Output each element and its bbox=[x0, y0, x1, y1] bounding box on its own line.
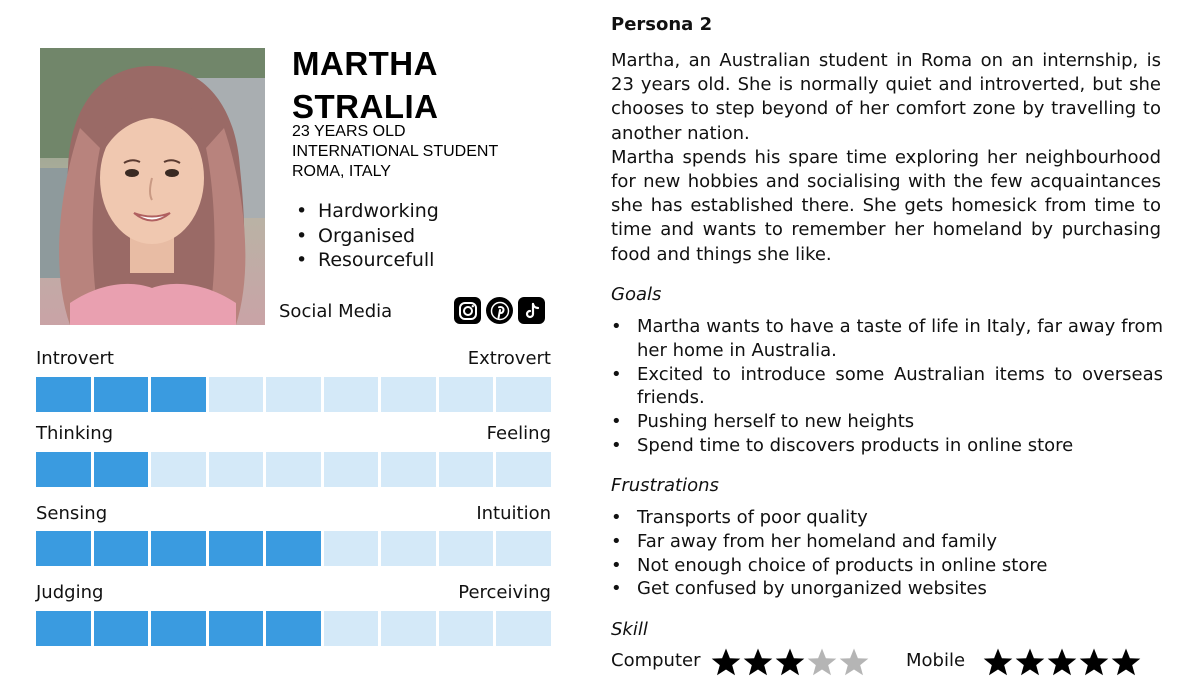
scale-segment-filled bbox=[151, 531, 206, 566]
scale-left-label: Introvert bbox=[36, 348, 114, 369]
mobile-skill-label: Mobile bbox=[906, 650, 966, 671]
trait-item: • Resourcefull bbox=[296, 248, 439, 273]
scale-segment-filled bbox=[151, 611, 206, 646]
social-media-label: Social Media bbox=[279, 301, 393, 322]
scale-segment-empty bbox=[209, 377, 264, 412]
scale-segment-filled bbox=[94, 531, 149, 566]
scale-segment-empty bbox=[324, 531, 379, 566]
scale-left-label: Sensing bbox=[36, 503, 108, 524]
scale-segment-filled bbox=[94, 452, 149, 487]
scale-segment-empty bbox=[381, 452, 436, 487]
star-filled-icon bbox=[1046, 647, 1078, 677]
scale-right-label: Extrovert bbox=[467, 348, 551, 369]
scale-segment-empty bbox=[496, 452, 551, 487]
frustration-item: • Transports of poor quality bbox=[611, 506, 1163, 530]
trait-item: • Hardworking bbox=[296, 199, 439, 224]
frustration-item: • Far away from her homeland and family bbox=[611, 530, 1163, 554]
star-filled-icon bbox=[1014, 647, 1046, 677]
scale-segment-empty bbox=[151, 452, 206, 487]
scale-segment-filled bbox=[36, 377, 91, 412]
goal-item: • Martha wants to have a taste of life in Italy, far away from her home in Australia. bbox=[611, 315, 1163, 363]
persona-bio bbox=[611, 49, 1161, 267]
pinterest-icon[interactable] bbox=[486, 297, 513, 324]
scale-segment-empty bbox=[439, 377, 494, 412]
scale-segment-empty bbox=[266, 452, 321, 487]
scale-segment-empty bbox=[209, 452, 264, 487]
star-filled-icon bbox=[1078, 647, 1110, 677]
goal-item: • Spend time to discovers products in online store bbox=[611, 434, 1163, 458]
trait-list bbox=[296, 199, 439, 273]
frustration-item: • Get confused by unorganized websites bbox=[611, 577, 1163, 601]
mobile-skill-stars bbox=[982, 647, 1142, 677]
star-empty-icon bbox=[806, 647, 838, 677]
scale-right-label: Intuition bbox=[476, 503, 551, 524]
persona-meta bbox=[292, 122, 498, 182]
scale-segment-empty bbox=[381, 531, 436, 566]
scale-segment-filled bbox=[209, 531, 264, 566]
star-filled-icon bbox=[1110, 647, 1142, 677]
persona-occupation: INTERNATIONAL STUDENT bbox=[292, 143, 499, 160]
frustrations-heading: Frustrations bbox=[611, 475, 719, 496]
scale-segment-empty bbox=[266, 377, 321, 412]
scale-segment-filled bbox=[36, 452, 91, 487]
bio-paragraph: Martha spends his spare time exploring her neighbourhood for new hobbies and socialising with the few acquaintances she has established there. She gets homesick from time to time and wants to remember her homeland by purchasing food and things she like. bbox=[611, 146, 1161, 265]
scale-bar bbox=[36, 452, 551, 487]
bio-paragraph: Martha, an Australian student in Roma on an internship, is 23 years old. She is normally quiet and introverted, but she chooses to step beyond of her comfort zone by travelling to another nation. bbox=[611, 50, 1161, 144]
skill-heading: Skill bbox=[611, 619, 648, 640]
persona-photo bbox=[40, 48, 265, 325]
persona-heading: Persona 2 bbox=[611, 14, 713, 35]
scale-segment-filled bbox=[151, 377, 206, 412]
scale-segment-filled bbox=[36, 531, 91, 566]
scale-right-label: Feeling bbox=[486, 423, 551, 444]
scale-segment-empty bbox=[324, 611, 379, 646]
star-filled-icon bbox=[742, 647, 774, 677]
scale-segment-filled bbox=[266, 531, 321, 566]
scale-segment-filled bbox=[209, 611, 264, 646]
scale-left-label: Judging bbox=[36, 582, 104, 603]
scale-segment-empty bbox=[496, 377, 551, 412]
scale-segment-filled bbox=[94, 377, 149, 412]
scale-right-label: Perceiving bbox=[458, 582, 551, 603]
scale-segment-empty bbox=[439, 452, 494, 487]
computer-skill-label: Computer bbox=[611, 650, 701, 671]
scale-segment-empty bbox=[439, 611, 494, 646]
frustration-item: • Not enough choice of products in online store bbox=[611, 554, 1163, 578]
persona-name-last: STRALIA bbox=[292, 88, 439, 125]
scale-segment-empty bbox=[324, 452, 379, 487]
scale-bar bbox=[36, 377, 551, 412]
star-filled-icon bbox=[710, 647, 742, 677]
instagram-icon[interactable] bbox=[454, 297, 481, 324]
scale-segment-empty bbox=[496, 531, 551, 566]
scale-segment-empty bbox=[324, 377, 379, 412]
scale-segment-filled bbox=[94, 611, 149, 646]
persona-location: ROMA, ITALY bbox=[292, 163, 391, 180]
star-filled-icon bbox=[982, 647, 1014, 677]
tiktok-icon[interactable] bbox=[518, 297, 545, 324]
trait-item: • Organised bbox=[296, 224, 439, 249]
scale-segment-empty bbox=[496, 611, 551, 646]
goal-item: • Excited to introduce some Australian items to overseas friends. bbox=[611, 363, 1163, 411]
persona-name bbox=[292, 42, 439, 128]
scale-segment-filled bbox=[36, 611, 91, 646]
scale-left-label: Thinking bbox=[36, 423, 114, 444]
computer-skill-stars bbox=[710, 647, 870, 677]
scale-segment-empty bbox=[381, 611, 436, 646]
star-filled-icon bbox=[774, 647, 806, 677]
scale-bar bbox=[36, 531, 551, 566]
goal-item: • Pushing herself to new heights bbox=[611, 410, 1163, 434]
scale-segment-filled bbox=[266, 611, 321, 646]
frustrations-list bbox=[611, 506, 1163, 601]
goals-heading: Goals bbox=[611, 284, 662, 305]
scale-bar bbox=[36, 611, 551, 646]
scale-segment-empty bbox=[439, 531, 494, 566]
social-icons bbox=[454, 297, 545, 324]
star-empty-icon bbox=[838, 647, 870, 677]
goals-list bbox=[611, 315, 1163, 458]
scale-segment-empty bbox=[381, 377, 436, 412]
persona-age: 23 YEARS OLD bbox=[292, 123, 406, 140]
persona-name-first: MARTHA bbox=[292, 45, 438, 82]
